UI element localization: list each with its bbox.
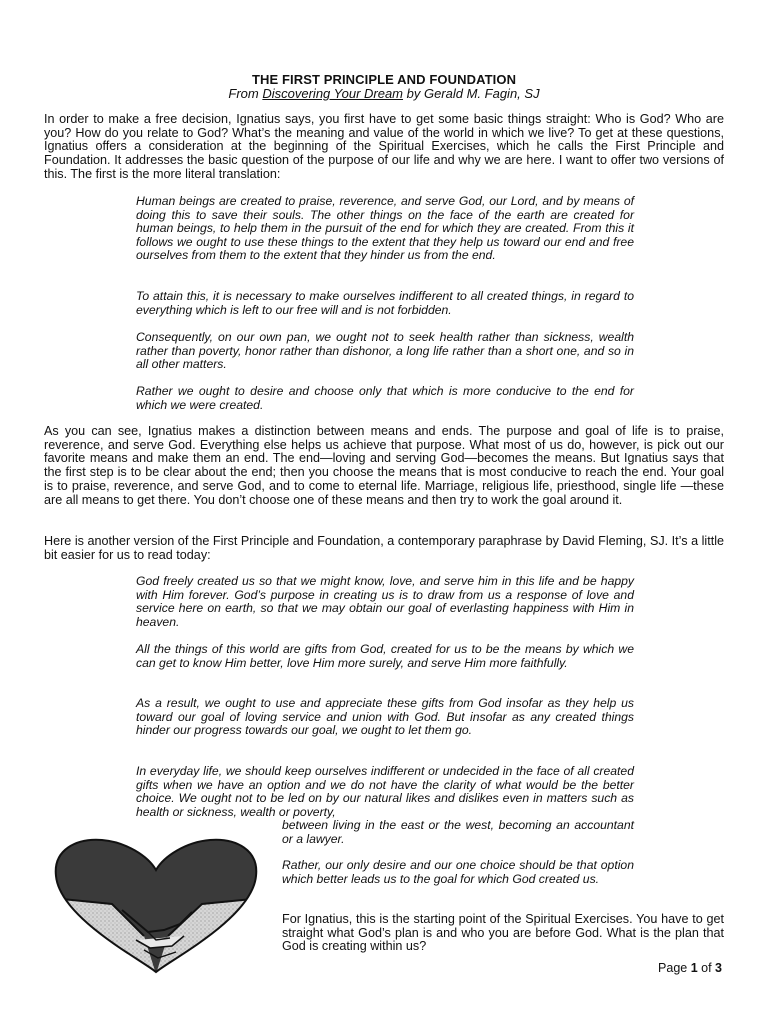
paraphrase-quote-1: God freely created us so that we might know, love, and serve him in this life and be happy with Him forever. God’s purpose in creating us is to draw from us a response of love and service here on earth, so that we may obtain our goal of everlasting happiness with Him in heaven. [136,574,634,629]
intro-paragraph: In order to make a free decision, Ignatius says, you first have to get some basic things straight: Who is God? Who are you? How do you relate to God? What’s the meaning and value of the world in which we live? To get at these questions, Ignatius offers a consideration at the beginning of the Spiritual Exercises, which he calls the First Principle and Foundation. It addresses the basic question of the purpose of our life and why we are here. I want to offer two versions of this. The first is the more literal translation: [44,112,724,181]
heart-hands-icon [52,836,262,974]
paraphrase-quote-2: All the things of this world are gifts from God, created for us to be the means by which we can get to know Him better, love Him more surely, and serve Him more faithfully. [136,642,634,670]
literal-quote-1: Human beings are created to praise, reverence, and serve God, our Lord, and by means of doing this to save their souls. The other things on the face of the earth are created for human beings, to help them in the pursuit of the end for which they are created. From this it follows we ought to use these things to the extent that they help us toward our end and free ourselves from them to the extent that they hinder us from the end. [136,194,634,263]
paraphrase-quote-4-cont: between living in the east or the west, becoming an accountant or a lawyer. [282,818,634,846]
subtitle-prefix: From [228,86,263,101]
page-number [658,961,722,975]
paraphrase-quote-5: Rather, our only desire and our one choice should be that option which better leads us to the goal for which God created us. [282,858,634,886]
paraphrase-quote-4: In everyday life, we should keep ourselves indifferent or undecided in the face of all created gifts when we have an option and we do not have the clarity of what would be the better choice. We ought not to be led on by our natural likes and dislikes even in matters such as health or sickness, wealth or poverty, [136,764,634,819]
book-title: Discovering Your Dream [262,86,404,101]
page-word: Page [658,961,691,975]
literal-quote-4: Rather we ought to desire and choose only that which is more conducive to the end for which we were created. [136,384,634,412]
page-total: 3 [715,961,722,975]
another-version-paragraph: Here is another version of the First Principle and Foundation, a contemporary paraphrase by David Fleming, SJ. It’s a little bit easier for us to read today: [44,534,724,562]
closing-paragraph: For Ignatius, this is the starting point of the Spiritual Exercises. You have to get straight what God’s plan is and who you are before God. What is the plan that God is creating within us? [282,912,724,954]
of-word: of [697,961,716,975]
literal-quote-2: To attain this, it is necessary to make ourselves indifferent to all created things, in regard to everything which is left to our free will and is not forbidden. [136,289,634,317]
literal-quote-3: Consequently, on our own pan, we ought not to seek health rather than sickness, wealth rather than poverty, honor rather than dishonor, a long life rather than a short one, and so in all other matters. [136,330,634,372]
document-subtitle [0,86,768,101]
subtitle-author: by Gerald M. Fagin, SJ [403,86,540,101]
means-ends-paragraph: As you can see, Ignatius makes a distinction between means and ends. The purpose and goal of life is to praise, reverence, and serve God. Everything else helps us achieve that purpose. What most of us do, however, is pick out our favorite means and make them an end. The end—loving and serving God—becomes the means. But Ignatius says that the first step is to be clear about the end; then you choose the means that is most conducive to reach the end. Your goal is to praise, reverence, and serve God, and to come to eternal life. Marriage, religious life, priesthood, single life —these are all means to get there. You don’t choose one of these means and then try to work the goal around it. [44,424,724,507]
document-title: THE FIRST PRINCIPLE AND FOUNDATION [251,72,517,87]
paraphrase-quote-3: As a result, we ought to use and appreciate these gifts from God insofar as they help us toward our goal of loving service and union with God. But insofar as any created things hinder our progress towards our goal, we ought to let them go. [136,696,634,738]
page-current: 1 [690,961,698,975]
